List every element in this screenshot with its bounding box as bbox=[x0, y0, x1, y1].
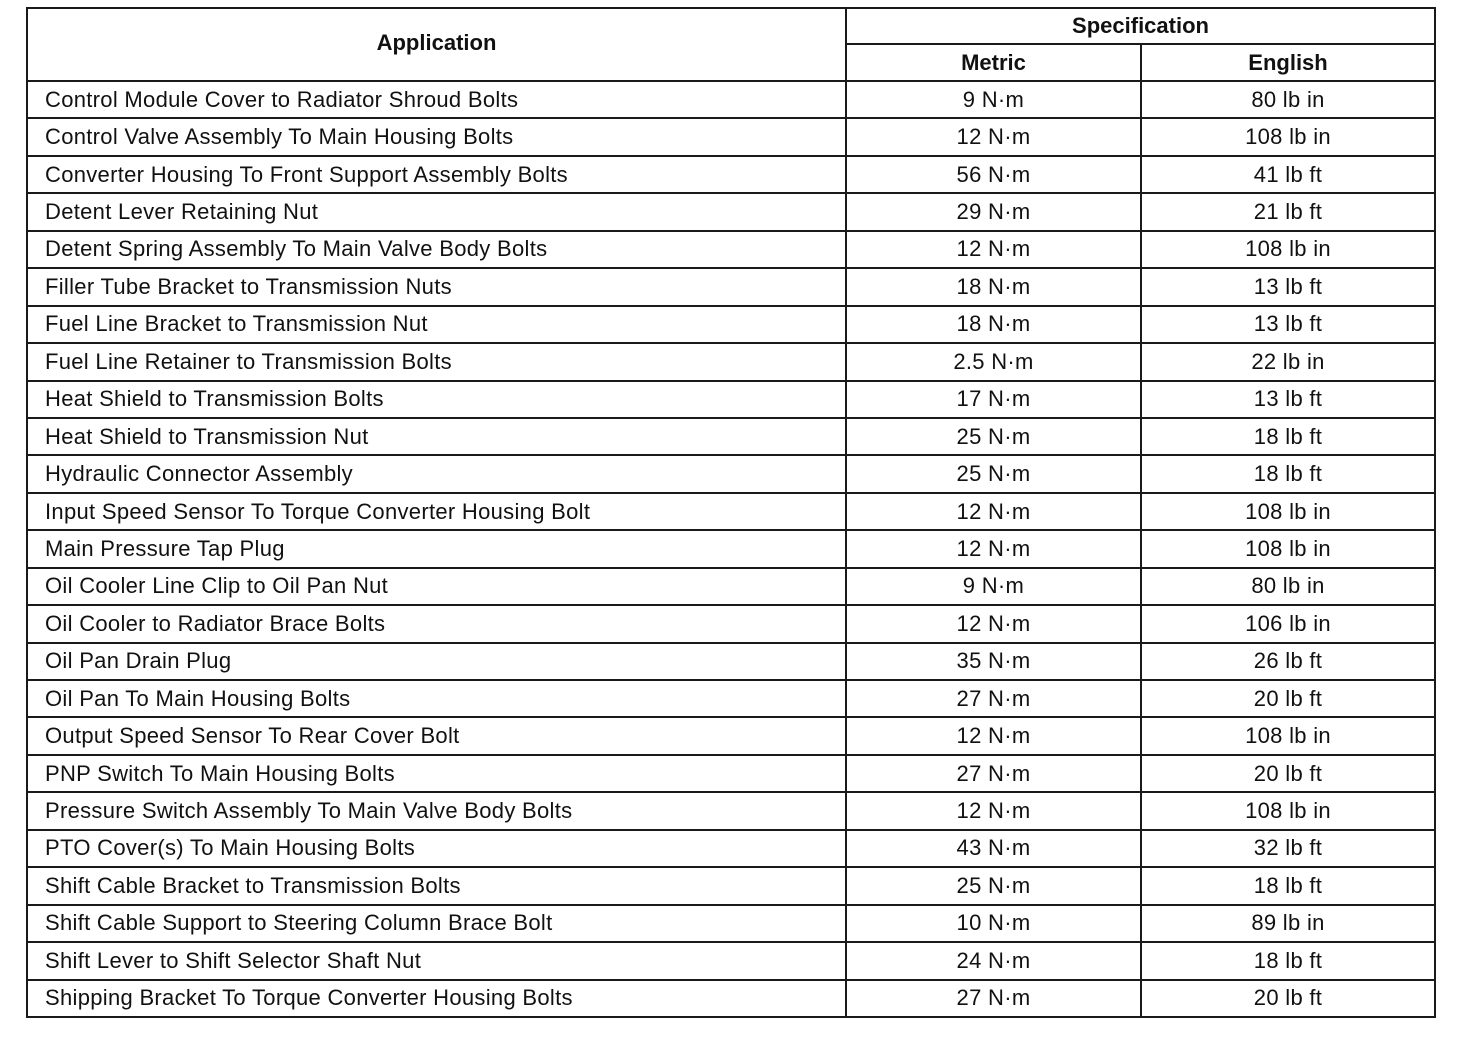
table-row bbox=[27, 980, 1435, 1017]
english-cell: 108 lb in bbox=[1141, 118, 1435, 155]
metric-cell: 12 N·m bbox=[846, 530, 1141, 567]
metric-cell: 10 N·m bbox=[846, 905, 1141, 942]
metric-column-header: Metric bbox=[846, 44, 1141, 81]
application-cell: Shift Cable Bracket to Transmission Bolts bbox=[27, 867, 846, 904]
application-cell: Oil Pan Drain Plug bbox=[27, 643, 846, 680]
metric-cell: 9 N·m bbox=[846, 81, 1141, 118]
metric-cell: 12 N·m bbox=[846, 792, 1141, 829]
metric-cell: 12 N·m bbox=[846, 493, 1141, 530]
application-cell: Heat Shield to Transmission Nut bbox=[27, 418, 846, 455]
application-cell: Shift Lever to Shift Selector Shaft Nut bbox=[27, 942, 846, 979]
table-row bbox=[27, 81, 1435, 118]
english-cell: 108 lb in bbox=[1141, 530, 1435, 567]
application-cell: Detent Spring Assembly To Main Valve Body Bolts bbox=[27, 231, 846, 268]
english-cell: 32 lb ft bbox=[1141, 830, 1435, 867]
metric-cell: 27 N·m bbox=[846, 680, 1141, 717]
english-cell: 21 lb ft bbox=[1141, 193, 1435, 230]
table-row bbox=[27, 493, 1435, 530]
application-cell: Output Speed Sensor To Rear Cover Bolt bbox=[27, 717, 846, 754]
metric-cell: 25 N·m bbox=[846, 455, 1141, 492]
metric-cell: 2.5 N·m bbox=[846, 343, 1141, 380]
metric-cell: 12 N·m bbox=[846, 717, 1141, 754]
table-row bbox=[27, 830, 1435, 867]
table-row bbox=[27, 867, 1435, 904]
table-row bbox=[27, 530, 1435, 567]
table-row bbox=[27, 717, 1435, 754]
application-cell: Oil Pan To Main Housing Bolts bbox=[27, 680, 846, 717]
application-cell: Converter Housing To Front Support Assembly Bolts bbox=[27, 156, 846, 193]
table-row bbox=[27, 792, 1435, 829]
application-cell: Main Pressure Tap Plug bbox=[27, 530, 846, 567]
table-header bbox=[27, 8, 1435, 81]
english-cell: 20 lb ft bbox=[1141, 680, 1435, 717]
application-cell: Control Module Cover to Radiator Shroud Bolts bbox=[27, 81, 846, 118]
metric-cell: 9 N·m bbox=[846, 568, 1141, 605]
table-row bbox=[27, 381, 1435, 418]
english-cell: 26 lb ft bbox=[1141, 643, 1435, 680]
application-cell: Detent Lever Retaining Nut bbox=[27, 193, 846, 230]
metric-cell: 25 N·m bbox=[846, 867, 1141, 904]
metric-cell: 25 N·m bbox=[846, 418, 1141, 455]
application-cell: Pressure Switch Assembly To Main Valve Body Bolts bbox=[27, 792, 846, 829]
table-row bbox=[27, 306, 1435, 343]
english-cell: 80 lb in bbox=[1141, 568, 1435, 605]
english-cell: 106 lb in bbox=[1141, 605, 1435, 642]
english-cell: 22 lb in bbox=[1141, 343, 1435, 380]
english-cell: 108 lb in bbox=[1141, 792, 1435, 829]
table-row bbox=[27, 418, 1435, 455]
metric-cell: 27 N·m bbox=[846, 755, 1141, 792]
metric-cell: 29 N·m bbox=[846, 193, 1141, 230]
metric-cell: 56 N·m bbox=[846, 156, 1141, 193]
table-body bbox=[27, 81, 1435, 1017]
table-row bbox=[27, 193, 1435, 230]
table-row bbox=[27, 942, 1435, 979]
english-cell: 20 lb ft bbox=[1141, 755, 1435, 792]
application-cell: Filler Tube Bracket to Transmission Nuts bbox=[27, 268, 846, 305]
table-row bbox=[27, 343, 1435, 380]
english-cell: 18 lb ft bbox=[1141, 867, 1435, 904]
metric-cell: 24 N·m bbox=[846, 942, 1141, 979]
table-row bbox=[27, 643, 1435, 680]
application-cell: Shift Cable Support to Steering Column Brace Bolt bbox=[27, 905, 846, 942]
metric-cell: 18 N·m bbox=[846, 306, 1141, 343]
english-cell: 20 lb ft bbox=[1141, 980, 1435, 1017]
english-cell: 18 lb ft bbox=[1141, 418, 1435, 455]
application-cell: Oil Cooler to Radiator Brace Bolts bbox=[27, 605, 846, 642]
english-cell: 18 lb ft bbox=[1141, 942, 1435, 979]
metric-cell: 18 N·m bbox=[846, 268, 1141, 305]
table-row bbox=[27, 455, 1435, 492]
application-cell: PNP Switch To Main Housing Bolts bbox=[27, 755, 846, 792]
metric-cell: 12 N·m bbox=[846, 605, 1141, 642]
application-cell: Shipping Bracket To Torque Converter Housing Bolts bbox=[27, 980, 846, 1017]
metric-cell: 43 N·m bbox=[846, 830, 1141, 867]
english-cell: 13 lb ft bbox=[1141, 381, 1435, 418]
application-cell: Fuel Line Bracket to Transmission Nut bbox=[27, 306, 846, 343]
application-cell: Oil Cooler Line Clip to Oil Pan Nut bbox=[27, 568, 846, 605]
english-cell: 41 lb ft bbox=[1141, 156, 1435, 193]
english-column-header: English bbox=[1141, 44, 1435, 81]
table-row bbox=[27, 680, 1435, 717]
table-row bbox=[27, 605, 1435, 642]
metric-cell: 35 N·m bbox=[846, 643, 1141, 680]
header-row-top bbox=[27, 8, 1435, 44]
metric-cell: 17 N·m bbox=[846, 381, 1141, 418]
specification-column-header: Specification bbox=[846, 8, 1435, 44]
application-column-header: Application bbox=[27, 8, 846, 81]
table-row bbox=[27, 156, 1435, 193]
table-row bbox=[27, 268, 1435, 305]
application-cell: PTO Cover(s) To Main Housing Bolts bbox=[27, 830, 846, 867]
table-row bbox=[27, 231, 1435, 268]
table-row bbox=[27, 568, 1435, 605]
application-cell: Input Speed Sensor To Torque Converter Housing Bolt bbox=[27, 493, 846, 530]
english-cell: 80 lb in bbox=[1141, 81, 1435, 118]
metric-cell: 27 N·m bbox=[846, 980, 1141, 1017]
table-row bbox=[27, 755, 1435, 792]
english-cell: 13 lb ft bbox=[1141, 268, 1435, 305]
table-row bbox=[27, 118, 1435, 155]
metric-cell: 12 N·m bbox=[846, 231, 1141, 268]
english-cell: 89 lb in bbox=[1141, 905, 1435, 942]
english-cell: 108 lb in bbox=[1141, 231, 1435, 268]
english-cell: 108 lb in bbox=[1141, 493, 1435, 530]
application-cell: Hydraulic Connector Assembly bbox=[27, 455, 846, 492]
english-cell: 18 lb ft bbox=[1141, 455, 1435, 492]
application-cell: Heat Shield to Transmission Bolts bbox=[27, 381, 846, 418]
application-cell: Fuel Line Retainer to Transmission Bolts bbox=[27, 343, 846, 380]
english-cell: 108 lb in bbox=[1141, 717, 1435, 754]
english-cell: 13 lb ft bbox=[1141, 306, 1435, 343]
metric-cell: 12 N·m bbox=[846, 118, 1141, 155]
fastener-tightening-spec-table bbox=[26, 7, 1436, 1018]
application-cell: Control Valve Assembly To Main Housing Bolts bbox=[27, 118, 846, 155]
table-row bbox=[27, 905, 1435, 942]
